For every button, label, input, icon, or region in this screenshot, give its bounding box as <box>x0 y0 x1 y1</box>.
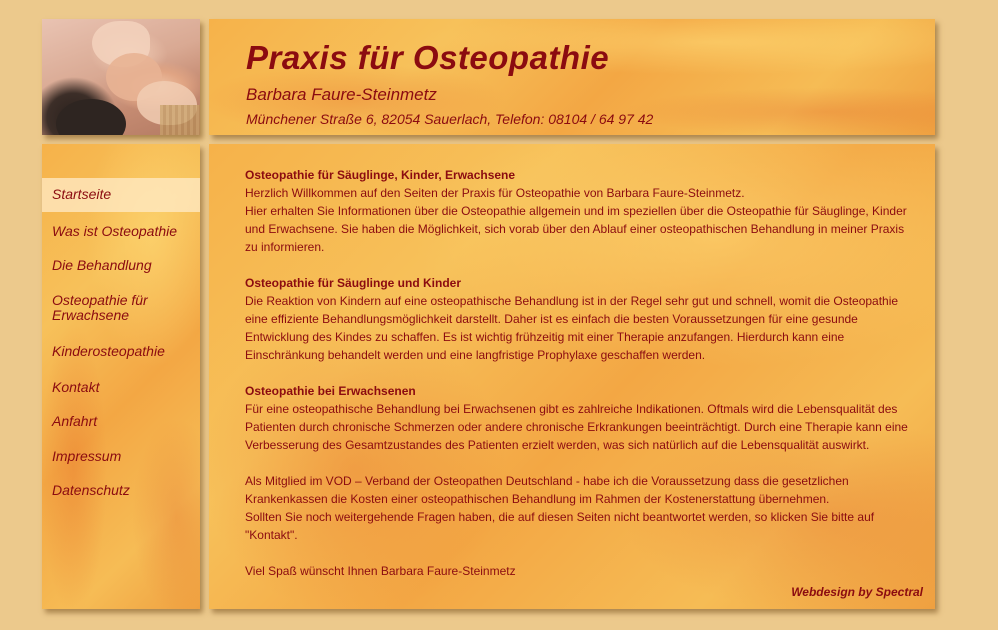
questions-paragraph: Sollten Sie noch weitergehende Fragen haben, die auf diesen Seiten nicht beantwortet werden, so klicken Sie bitte auf "Kontakt". <box>245 510 875 542</box>
intro-paragraph: Hier erhalten Sie Informationen über die Osteopathie allgemein und im speziellen über die Osteopathie für Säuglinge, Kinder und Erwachsene. Sie haben die Möglichkeit, sich vorab über den Ablauf einer osteopathischen Behandlung in meiner Praxis zu informieren. <box>245 204 907 254</box>
welcome-line: Herzlich Willkommen auf den Seiten der Praxis für Osteopathie von Barbara Faure-Steinmetz. <box>245 186 745 200</box>
nav-item-osteopathie-fuer-erwachsene[interactable]: Osteopathie für Erwachsene <box>52 292 148 323</box>
header-banner <box>209 19 935 135</box>
section-heading-kinder: Osteopathie für Säuglinge und Kinder <box>245 276 462 290</box>
content-text <box>245 166 915 580</box>
site-title: Praxis für Osteopathie <box>246 39 610 76</box>
nav-item-startseite[interactable]: Startseite <box>42 178 200 212</box>
owner-name: Barbara Faure-Steinmetz <box>246 85 437 104</box>
header-photo <box>42 19 200 135</box>
sidebar-nav <box>42 144 200 609</box>
kinder-paragraph: Die Reaktion von Kindern auf eine osteopathische Behandlung ist in der Regel sehr gut und schnell, womit die Osteopathie eine effiziente Behandlungsmöglichkeit darstellt. Daher ist es einfach die besten Voraussetzungen für eine gesunde Entwicklung des Kindes zu schaffen. Es ist wichtig frühzeitig mit einer Therapie anzufangen. Hierdurch kann eine Einschränkung behandelt werden und eine langfristige Prophylaxe geschaffen werden. <box>245 294 899 362</box>
nav-item-kinderosteopathie[interactable]: Kinderosteopathie <box>52 343 165 359</box>
nav-item-impressum[interactable]: Impressum <box>52 448 122 464</box>
section-heading-intro: Osteopathie für Säuglinge, Kinder, Erwachsene <box>245 168 516 182</box>
nav-item-anfahrt[interactable]: Anfahrt <box>52 413 98 429</box>
closing-line: Viel Spaß wünscht Ihnen Barbara Faure-Steinmetz <box>245 564 516 578</box>
vod-paragraph: Als Mitglied im VOD – Verband der Osteopathen Deutschland - habe ich die Voraussetzung dass die gesetzlichen Krankenkassen die Kosten einer osteopathischen Behandlung im Rahmen der Kostenerstattung übernehmen. <box>245 474 849 506</box>
photo-mat <box>160 105 200 135</box>
nav-item-was-ist-osteopathie[interactable]: Was ist Osteopathie <box>52 223 178 239</box>
webdesign-credit-link[interactable]: Webdesign by Spectral <box>791 585 923 599</box>
photo-hair <box>56 99 126 135</box>
nav-item-datenschutz[interactable]: Datenschutz <box>52 482 130 498</box>
nav-item-kontakt[interactable]: Kontakt <box>52 379 100 395</box>
erwachsene-paragraph: Für eine osteopathische Behandlung bei Erwachsenen gibt es zahlreiche Indikationen. Oftmals wird die Lebensqualität des Patienten durch chronische Schmerzen oder andere chronische Erkrankungen beeinträchtigt. Durch eine Therapie kann eine Verbesserung des Gesamtzustandes des Patienten erzielt werden, was sich natürlich auf die Lebensqualität auswirkt. <box>245 402 908 452</box>
section-heading-erwachsene: Osteopathie bei Erwachsenen <box>245 384 416 398</box>
nav-item-die-behandlung[interactable]: Die Behandlung <box>52 257 152 273</box>
main-content <box>209 144 935 609</box>
contact-address: Münchener Straße 6, 82054 Sauerlach, Telefon: 08104 / 64 97 42 <box>246 111 654 127</box>
